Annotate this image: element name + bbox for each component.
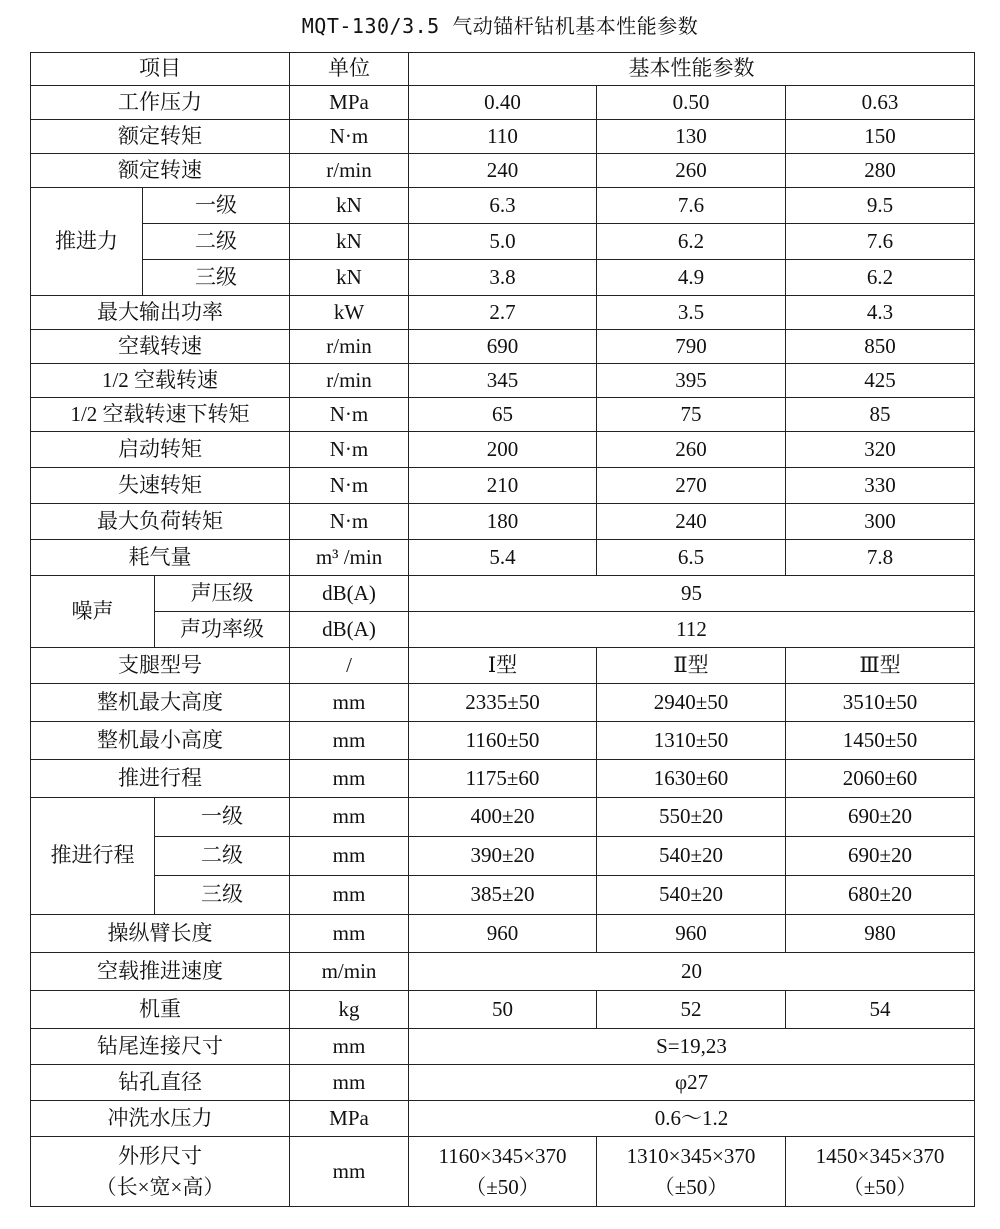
value-cell: 3510±50 xyxy=(786,684,975,722)
value-cell xyxy=(597,1137,786,1207)
row-label: 1/2 空载转速 xyxy=(31,364,290,398)
value-cell: 280 xyxy=(786,154,975,188)
unit-cell: mm xyxy=(290,684,409,722)
value-cell: 0.63 xyxy=(786,86,975,120)
row-label: 钻尾连接尺寸 xyxy=(31,1029,290,1065)
table-row xyxy=(31,684,975,722)
value-cell: 20 xyxy=(409,953,975,991)
value-cell: 7.8 xyxy=(786,540,975,576)
value-cell: 960 xyxy=(409,915,597,953)
value-cell: 260 xyxy=(597,154,786,188)
unit-cell: kN xyxy=(290,224,409,260)
value-cell: 980 xyxy=(786,915,975,953)
sub-label: 一级 xyxy=(155,798,290,837)
value-cell: 200 xyxy=(409,432,597,468)
value-cell: 270 xyxy=(597,468,786,504)
table-row xyxy=(31,296,975,330)
table-row xyxy=(31,953,975,991)
value-cell: 690 xyxy=(409,330,597,364)
unit-cell: m³ /min xyxy=(290,540,409,576)
unit-cell: N·m xyxy=(290,120,409,154)
value-cell: 240 xyxy=(597,504,786,540)
row-label: 钻孔直径 xyxy=(31,1065,290,1101)
page-title: MQT-130/3.5 气动锚杆钻机基本性能参数 xyxy=(301,14,699,38)
table-row xyxy=(31,1065,975,1101)
value-cell: 75 xyxy=(597,398,786,432)
table-row xyxy=(31,432,975,468)
row-label: 额定转矩 xyxy=(31,120,290,154)
table-row xyxy=(31,504,975,540)
unit-cell: r/min xyxy=(290,364,409,398)
value-cell: 960 xyxy=(597,915,786,953)
value-cell: 2060±60 xyxy=(786,760,975,798)
group-label: 噪声 xyxy=(31,576,155,648)
row-label: 额定转速 xyxy=(31,154,290,188)
value-cell: Ⅱ型 xyxy=(597,648,786,684)
value-cell: 130 xyxy=(597,120,786,154)
table-row xyxy=(31,540,975,576)
row-label: 空载转速 xyxy=(31,330,290,364)
value-cell: 85 xyxy=(786,398,975,432)
unit-cell: mm xyxy=(290,1137,409,1207)
row-label: 机重 xyxy=(31,991,290,1029)
value-cell: 385±20 xyxy=(409,876,597,915)
value-line: 1160×345×370 xyxy=(438,1144,567,1169)
table-row xyxy=(31,576,975,612)
table-row xyxy=(31,991,975,1029)
table-row xyxy=(31,154,975,188)
row-label: 推进行程 xyxy=(31,760,290,798)
value-line: 1310×345×370 xyxy=(626,1144,756,1169)
sub-label: 二级 xyxy=(143,224,290,260)
value-cell: 1160±50 xyxy=(409,722,597,760)
table-row xyxy=(31,468,975,504)
unit-cell: kW xyxy=(290,296,409,330)
value-cell: 7.6 xyxy=(597,188,786,224)
value-cell: 320 xyxy=(786,432,975,468)
unit-cell: MPa xyxy=(290,1101,409,1137)
value-line: （±50） xyxy=(653,1174,729,1199)
value-cell: 790 xyxy=(597,330,786,364)
label-line: （长×宽×高） xyxy=(95,1174,225,1199)
unit-cell: N·m xyxy=(290,504,409,540)
table-header-row xyxy=(31,53,975,86)
row-label xyxy=(31,1137,290,1207)
value-cell: 50 xyxy=(409,991,597,1029)
value-cell: 425 xyxy=(786,364,975,398)
value-cell: 5.0 xyxy=(409,224,597,260)
value-cell: 1630±60 xyxy=(597,760,786,798)
unit-cell: r/min xyxy=(290,330,409,364)
value-cell: 9.5 xyxy=(786,188,975,224)
value-cell: 0.50 xyxy=(597,86,786,120)
table-row xyxy=(31,1029,975,1065)
table-row xyxy=(31,648,975,684)
value-cell: 550±20 xyxy=(597,798,786,837)
value-cell: 3.8 xyxy=(409,260,597,296)
table-row xyxy=(31,1101,975,1137)
value-cell: 6.2 xyxy=(786,260,975,296)
unit-cell: mm xyxy=(290,915,409,953)
value-line: 1450×345×370 xyxy=(815,1144,945,1169)
value-cell: 52 xyxy=(597,991,786,1029)
unit-cell: N·m xyxy=(290,432,409,468)
value-cell: 300 xyxy=(786,504,975,540)
unit-cell: dB(A) xyxy=(290,576,409,612)
table-row xyxy=(31,364,975,398)
unit-cell: mm xyxy=(290,798,409,837)
value-cell: 680±20 xyxy=(786,876,975,915)
row-label: 启动转矩 xyxy=(31,432,290,468)
value-cell: 540±20 xyxy=(597,837,786,876)
value-cell: S=19,23 xyxy=(409,1029,975,1065)
value-cell: 180 xyxy=(409,504,597,540)
table-row xyxy=(31,1137,975,1207)
value-cell: 1310±50 xyxy=(597,722,786,760)
value-cell: 95 xyxy=(409,576,975,612)
label-line: 外形尺寸 xyxy=(118,1144,202,1169)
row-label: 失速转矩 xyxy=(31,468,290,504)
table-row xyxy=(31,722,975,760)
value-cell: 395 xyxy=(597,364,786,398)
value-cell: 110 xyxy=(409,120,597,154)
row-label: 耗气量 xyxy=(31,540,290,576)
value-cell: 54 xyxy=(786,991,975,1029)
value-cell: 2335±50 xyxy=(409,684,597,722)
row-label: 工作压力 xyxy=(31,86,290,120)
value-cell: 112 xyxy=(409,612,975,648)
value-cell: 4.9 xyxy=(597,260,786,296)
table-row xyxy=(31,837,975,876)
value-cell: 850 xyxy=(786,330,975,364)
row-label: 最大输出功率 xyxy=(31,296,290,330)
sub-label: 声压级 xyxy=(155,576,290,612)
row-label: 操纵臂长度 xyxy=(31,915,290,953)
value-cell: 330 xyxy=(786,468,975,504)
table-row xyxy=(31,120,975,154)
value-cell: 345 xyxy=(409,364,597,398)
unit-cell: kN xyxy=(290,260,409,296)
unit-cell: r/min xyxy=(290,154,409,188)
value-cell: 4.3 xyxy=(786,296,975,330)
header-unit: 单位 xyxy=(290,53,409,86)
sub-label: 声功率级 xyxy=(155,612,290,648)
unit-cell: mm xyxy=(290,837,409,876)
unit-cell: m/min xyxy=(290,953,409,991)
row-label: 支腿型号 xyxy=(31,648,290,684)
value-cell: 6.2 xyxy=(597,224,786,260)
group-label: 推进行程 xyxy=(31,798,155,915)
value-cell: 390±20 xyxy=(409,837,597,876)
value-line: （±50） xyxy=(842,1174,918,1199)
header-item: 项目 xyxy=(31,53,290,86)
value-cell: φ27 xyxy=(409,1065,975,1101)
sub-label: 三级 xyxy=(143,260,290,296)
value-cell: 5.4 xyxy=(409,540,597,576)
table-row xyxy=(31,398,975,432)
table-row xyxy=(31,876,975,915)
unit-cell: MPa xyxy=(290,86,409,120)
value-cell: 1450±50 xyxy=(786,722,975,760)
table-row xyxy=(31,330,975,364)
value-cell: 210 xyxy=(409,468,597,504)
value-cell: 6.3 xyxy=(409,188,597,224)
unit-cell: mm xyxy=(290,1029,409,1065)
table-row xyxy=(31,260,975,296)
value-cell: 540±20 xyxy=(597,876,786,915)
unit-cell: N·m xyxy=(290,398,409,432)
unit-cell: / xyxy=(290,648,409,684)
row-label: 1/2 空载转速下转矩 xyxy=(31,398,290,432)
value-cell: 3.5 xyxy=(597,296,786,330)
group-label: 推进力 xyxy=(31,188,143,296)
row-label: 最大负荷转矩 xyxy=(31,504,290,540)
value-cell xyxy=(786,1137,975,1207)
value-cell: 0.40 xyxy=(409,86,597,120)
table-row xyxy=(31,224,975,260)
table-row xyxy=(31,915,975,953)
value-cell xyxy=(409,1137,597,1207)
unit-cell: mm xyxy=(290,1065,409,1101)
unit-cell: mm xyxy=(290,722,409,760)
value-cell: Ⅲ型 xyxy=(786,648,975,684)
table-row xyxy=(31,86,975,120)
value-cell: 690±20 xyxy=(786,837,975,876)
unit-cell: mm xyxy=(290,760,409,798)
row-label: 整机最大高度 xyxy=(31,684,290,722)
header-params: 基本性能参数 xyxy=(409,53,975,86)
unit-cell: mm xyxy=(290,876,409,915)
spec-table xyxy=(30,52,975,1207)
value-cell: 690±20 xyxy=(786,798,975,837)
sub-label: 一级 xyxy=(143,188,290,224)
value-cell: Ⅰ型 xyxy=(409,648,597,684)
table-row xyxy=(31,760,975,798)
table-row xyxy=(31,188,975,224)
unit-cell: kg xyxy=(290,991,409,1029)
table-row xyxy=(31,798,975,837)
row-label: 冲洗水压力 xyxy=(31,1101,290,1137)
value-cell: 2.7 xyxy=(409,296,597,330)
value-cell: 2940±50 xyxy=(597,684,786,722)
unit-cell: kN xyxy=(290,188,409,224)
value-cell: 65 xyxy=(409,398,597,432)
unit-cell: dB(A) xyxy=(290,612,409,648)
value-cell: 240 xyxy=(409,154,597,188)
row-label: 空载推进速度 xyxy=(31,953,290,991)
value-cell: 260 xyxy=(597,432,786,468)
row-label: 整机最小高度 xyxy=(31,722,290,760)
value-cell: 0.6～1.2 xyxy=(409,1101,975,1137)
value-cell: 7.6 xyxy=(786,224,975,260)
value-cell: 400±20 xyxy=(409,798,597,837)
value-line: （±50） xyxy=(465,1174,540,1199)
value-cell: 1175±60 xyxy=(409,760,597,798)
sub-label: 二级 xyxy=(155,837,290,876)
value-cell: 150 xyxy=(786,120,975,154)
sub-label: 三级 xyxy=(155,876,290,915)
value-cell: 6.5 xyxy=(597,540,786,576)
table-row xyxy=(31,612,975,648)
unit-cell: N·m xyxy=(290,468,409,504)
